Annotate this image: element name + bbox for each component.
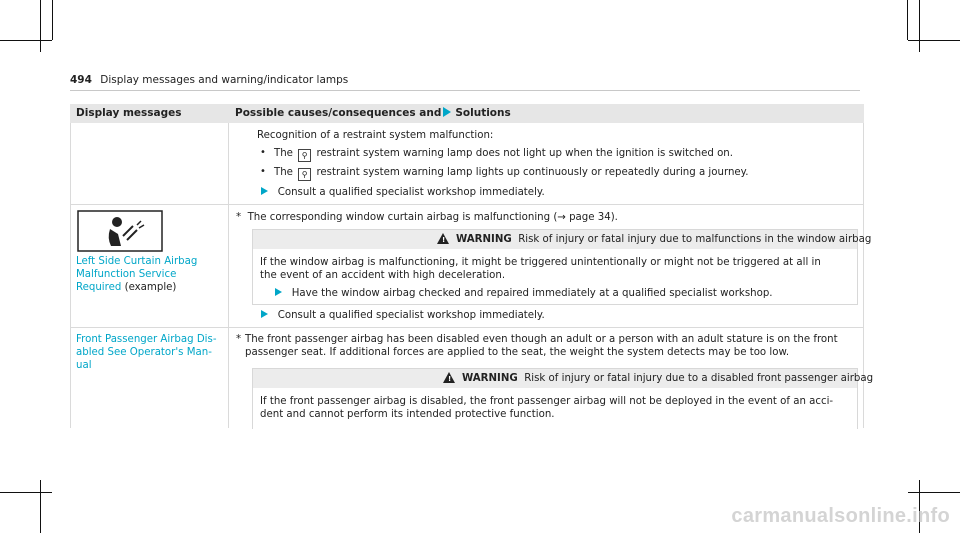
- row-divider: [70, 327, 864, 328]
- action-arrow-icon: [261, 187, 268, 195]
- row1-bullet-2: The ⚲ restraint system warning lamp lights up continuously or repeatedly during a journey.: [274, 167, 749, 179]
- warning-label: WARNING: [462, 373, 518, 384]
- row2-cause: * The corresponding window curtain airbag is malfunctioning (→ page 34).: [236, 212, 618, 223]
- msg-front-passenger-airbag-line3: ual: [76, 360, 92, 371]
- header-divider: [70, 90, 860, 91]
- restraint-lamp-icon: ⚲: [298, 168, 311, 181]
- row3-cause-line2: passenger seat. If additional forces are applied to the seat, the weight the system detects may be too low.: [245, 347, 790, 358]
- crop-mark: [0, 492, 52, 493]
- warning-title: Risk of injury or fatal injury due to a disabled front passenger airbag: [524, 373, 874, 384]
- page-title: Display messages and warning/indicator lamps: [100, 74, 349, 86]
- display-messages-table: [70, 104, 874, 428]
- row3-star: *: [236, 334, 242, 345]
- crop-mark: [40, 0, 41, 52]
- row3-cause-line1: The front passenger airbag has been disabled even though an adult or a person with an adult stature is on the front: [245, 334, 838, 345]
- msg-front-passenger-airbag-line1: Front Passenger Airbag Dis-: [76, 334, 217, 345]
- crop-mark: [908, 492, 960, 493]
- row1-bullet-1: The ⚲ restraint system warning lamp does not light up when the ignition is switched on.: [274, 148, 734, 160]
- row1-intro: Recognition of a restraint system malfunction:: [257, 130, 494, 141]
- warning-triangle-icon: !: [437, 233, 449, 244]
- column-divider: [228, 123, 229, 428]
- action-arrow-icon: [275, 288, 282, 296]
- warning-box: [252, 368, 874, 429]
- warning-header: [253, 369, 874, 388]
- action-arrow-icon: [261, 310, 268, 318]
- row-divider: [70, 204, 864, 205]
- row2-action: Consult a qualified specialist workshop immediately.: [261, 309, 545, 322]
- row1-action: Consult a qualified specialist workshop immediately.: [261, 186, 545, 199]
- msg-front-passenger-airbag-line2: abled See Operator's Man-: [76, 347, 212, 358]
- crop-mark: [52, 0, 53, 40]
- restraint-lamp-icon: ⚲: [298, 149, 311, 162]
- table-border: [70, 123, 71, 428]
- warning-triangle-icon: !: [443, 372, 455, 383]
- page-header: [70, 74, 348, 86]
- crop-mark: [919, 0, 920, 52]
- solutions-arrow-icon: [443, 107, 451, 117]
- col-header-causes: Possible causes/consequences and Solutions: [235, 107, 511, 119]
- warning-body-line1: If the front passenger airbag is disabled, the front passenger airbag will not be deployed in the event of an acci-: [260, 396, 834, 407]
- warning-action: Have the window airbag checked and repaired immediately at a qualified specialist workshop.: [275, 287, 773, 300]
- crop-mark: [0, 40, 52, 41]
- table-header: [70, 104, 864, 123]
- warning-body-line1: If the window airbag is malfunctioning, it might be triggered unintentionally or might not be triggered at all in: [260, 257, 821, 268]
- warning-body-line2: the event of an accident with high deceleration.: [260, 270, 506, 281]
- airbag-malfunction-icon: [77, 210, 163, 252]
- msg-left-curtain-airbag-line3: Required (example): [76, 282, 177, 293]
- crop-mark: [908, 40, 960, 41]
- bullet-icon: •: [260, 147, 266, 158]
- msg-left-curtain-airbag-line2: Malfunction Service: [76, 269, 177, 280]
- warning-body-line2: dent and cannot perform its intended protective function.: [260, 409, 555, 420]
- warning-label: WARNING: [456, 234, 512, 245]
- warning-title: Risk of injury or fatal injury due to malfunctions in the window airbag: [518, 234, 872, 245]
- col-header-display-messages: Display messages: [76, 107, 182, 119]
- msg-left-curtain-airbag-line1: Left Side Curtain Airbag: [76, 256, 198, 267]
- watermark: carmanualsonline.info: [731, 505, 950, 527]
- crop-mark: [40, 480, 41, 533]
- crop-mark: [907, 0, 908, 40]
- page-number: 494: [70, 74, 92, 86]
- warning-header: [253, 230, 872, 249]
- bullet-icon: •: [260, 166, 266, 177]
- warning-box: [252, 229, 872, 305]
